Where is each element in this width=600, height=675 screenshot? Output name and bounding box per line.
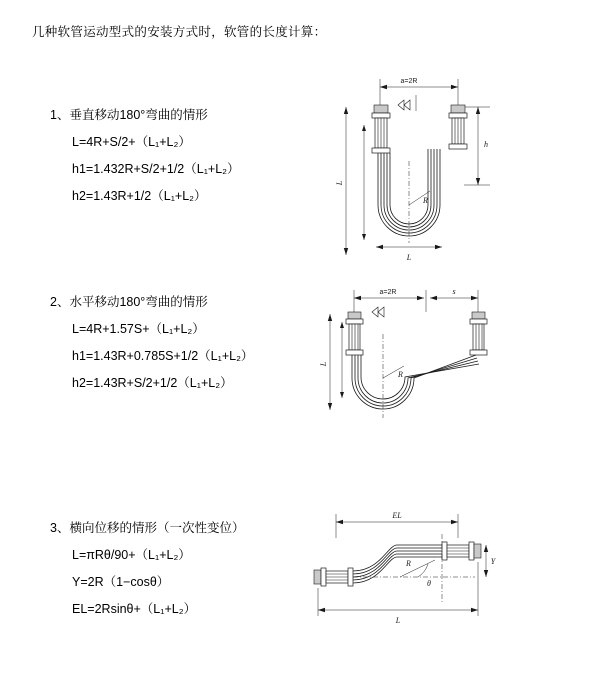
section-2-title: 水平移动180°弯曲的情形 — [69, 295, 208, 309]
section-1-formulas — [72, 129, 240, 210]
dim-label-R: R — [406, 559, 411, 568]
formula: L=πRθ/90+（L₁+L₂） — [72, 548, 191, 562]
formula: EL=2Rsinθ+（L₁+L₂） — [72, 602, 197, 616]
angle-label-theta: θ — [427, 579, 431, 588]
page-title: 几种软管运动型式的安装方式时，软管的长度计算： — [32, 25, 327, 39]
dim-label-L-bottom: L — [406, 253, 412, 262]
dim-label-R: R — [423, 196, 428, 205]
dim-label-a2r: a=2R — [379, 289, 397, 296]
dim-label-a2r: a=2R — [400, 78, 418, 85]
section-2-formulas — [72, 316, 253, 397]
formula: h1=1.43R+0.785S+1/2（L₁+L₂） — [72, 349, 254, 363]
formula: L=4R+S/2+（L₁+L₂） — [72, 135, 191, 149]
section-1-heading — [50, 105, 208, 123]
section-3-number: 3、 — [50, 521, 70, 535]
dim-label-h: h — [484, 140, 488, 149]
section-2-heading — [50, 292, 208, 310]
formula: L=4R+1.57S+（L₁+L₂） — [72, 322, 205, 336]
vertical-180-bend-diagram — [318, 65, 498, 280]
lateral-offset-diagram — [300, 504, 500, 629]
formula: h2=1.43R+S/2+1/2（L₁+L₂） — [72, 376, 233, 390]
formula: h1=1.432R+S/2+1/2（L₁+L₂） — [72, 162, 240, 176]
section-3-title: 横向位移的情形（一次性变位） — [69, 521, 245, 535]
section-2-number: 2、 — [50, 295, 70, 309]
dim-label-L-bottom: L — [395, 616, 401, 625]
dim-label-Y: Y — [490, 557, 496, 566]
dim-label-EL: EL — [392, 511, 402, 520]
section-1-number: 1、 — [50, 108, 70, 122]
formula: Y=2R（1−cosθ） — [72, 575, 170, 589]
dim-label-L-left: L — [319, 361, 328, 367]
horizontal-180-bend-diagram — [318, 278, 503, 438]
dim-label-R: R — [398, 370, 403, 379]
section-3-formulas — [72, 542, 196, 623]
formula: h2=1.43R+1/2（L₁+L₂） — [72, 189, 207, 203]
section-3-heading — [50, 518, 244, 536]
dim-label-s: s — [452, 287, 456, 296]
dim-label-L-left: L — [335, 180, 344, 186]
section-1-title: 垂直移动180°弯曲的情形 — [69, 108, 208, 122]
